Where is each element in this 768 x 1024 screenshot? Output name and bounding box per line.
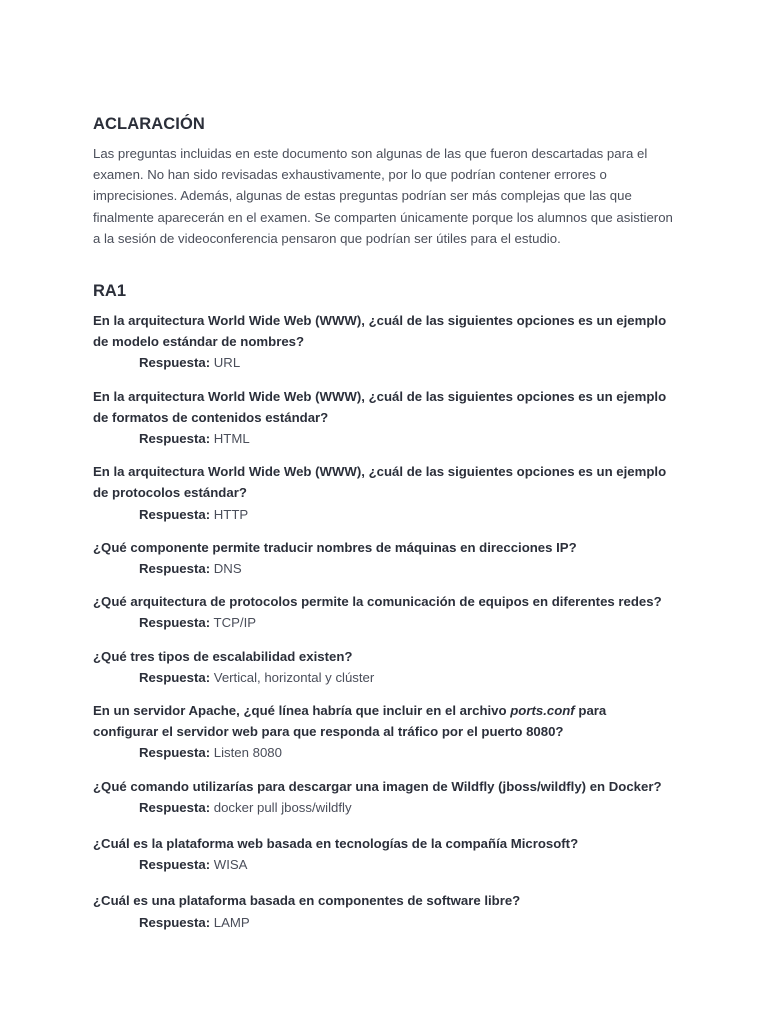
answer-line <box>139 612 674 633</box>
question-text: ¿Qué tres tipos de escalabilidad existen? <box>93 648 353 664</box>
qa-item <box>93 591 674 633</box>
intro-text: Las preguntas incluidas en este documento son algunas de las que fueron descartadas para el examen. No han sido revisadas exhaustivamente, por lo que podrían contener errores o imprecisiones. Además, algunas de estas preguntas podrían ser más complejas que las que finalmente aparecerán en el examen. Se comparten únicamente porque los alumnos que asistieron a la sesión de videoconferencia pensaron que podrían ser útiles para el estudio. <box>93 146 673 246</box>
answer-label: Respuesta: <box>139 799 211 815</box>
question-text: ¿Cuál es una plataforma basada en componentes de software libre? <box>93 893 521 909</box>
answer-label: Respuesta: <box>139 914 211 930</box>
answer-line <box>139 352 674 373</box>
question-text: En la arquitectura World Wide Web (WWW), ¿cuál de las siguientes opciones es un ejemplo de protocolos estándar? <box>93 464 667 501</box>
question-text: En la arquitectura World Wide Web (WWW), ¿cuál de las siguientes opciones es un ejemplo de formatos de contenidos estándar? <box>93 388 667 425</box>
answer-text: DNS <box>213 561 242 577</box>
answer-label: Respuesta: <box>139 857 211 873</box>
qa-item <box>93 890 674 932</box>
answer-text: URL <box>213 355 241 371</box>
question-text: En la arquitectura World Wide Web (WWW), ¿cuál de las siguientes opciones es un ejemplo de modelo estándar de nombres? <box>93 313 667 350</box>
section-title: RA1 <box>93 282 127 301</box>
intro-heading: ACLARACIÓN <box>93 115 205 133</box>
answer-label: Respuesta: <box>139 355 211 371</box>
qa-item <box>93 646 674 688</box>
answer-text: WISA <box>213 857 248 873</box>
answer-text: Listen 8080 <box>213 745 282 761</box>
qa-item <box>93 310 674 374</box>
answer-line <box>139 912 674 933</box>
answer-text: HTML <box>213 431 250 447</box>
qa-item <box>93 537 674 579</box>
question-text-start: En un servidor Apache, ¿qué línea habría que incluir en el archivo <box>93 703 511 719</box>
question-text <box>93 700 674 742</box>
qa-item <box>93 461 674 525</box>
qa-item <box>93 776 674 818</box>
question-text-end: para configurar el servidor web para que responda al tráfico por el puerto 8080? <box>93 703 607 740</box>
answer-text: TCP/IP <box>213 615 257 631</box>
question-text: ¿Qué comando utilizarías para descargar una imagen de Wildfly (jboss/wildfly) en Docker? <box>93 778 662 794</box>
answer-label: Respuesta: <box>139 669 211 685</box>
question-text: ¿Qué arquitectura de protocolos permite la comunicación de equipos en diferentes redes? <box>93 594 662 610</box>
answer-line <box>139 428 674 449</box>
answer-line <box>139 854 674 875</box>
qa-item <box>93 386 674 450</box>
answer-line <box>139 742 674 763</box>
answer-label: Respuesta: <box>139 431 211 447</box>
answer-label: Respuesta: <box>139 615 211 631</box>
qa-item <box>93 833 674 875</box>
answer-text: Vertical, horizontal y clúster <box>213 669 375 685</box>
answer-line <box>139 667 674 688</box>
answer-text: docker pull jboss/wildfly <box>213 799 352 815</box>
question-text: ¿Cuál es la plataforma web basada en tecnologías de la compañía Microsoft? <box>93 836 579 852</box>
answer-line <box>139 504 674 525</box>
answer-line <box>139 797 674 818</box>
qa-item <box>93 700 674 764</box>
answer-text: HTTP <box>213 506 249 522</box>
qa-list <box>93 310 674 933</box>
answer-label: Respuesta: <box>139 745 211 761</box>
question-filename: ports.conf <box>510 703 575 719</box>
answer-label: Respuesta: <box>139 506 211 522</box>
answer-text: LAMP <box>213 914 250 930</box>
answer-label: Respuesta: <box>139 561 211 577</box>
question-text: ¿Qué componente permite traducir nombres de máquinas en direcciones IP? <box>93 539 577 555</box>
answer-line <box>139 558 674 579</box>
